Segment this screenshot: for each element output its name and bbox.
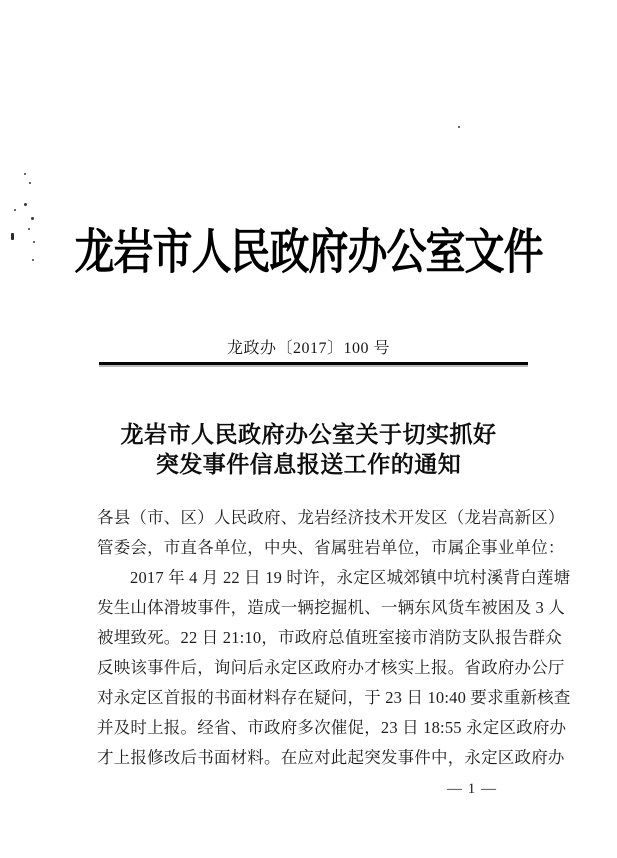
notice-title-line-1: 龙岩市人民政府办公室关于切实抓好 bbox=[120, 422, 497, 447]
body-line: 并及时上报。经省、市政府多次催促，23 日 18:55 永定区政府办 bbox=[97, 718, 567, 737]
document-number: 龙政办〔2017〕100 号 bbox=[226, 340, 390, 357]
recipients-line: 管委会，市直各单位，中央、省属驻岩单位，市属企事业单位： bbox=[97, 538, 565, 557]
recipients-line: 各县（市、区）人民政府、龙岩经济技术开发区（龙岩高新区） bbox=[97, 508, 565, 527]
body-line: 才上报修改后书面材料。在应对此起突发事件中，永定区政府办 bbox=[97, 748, 565, 767]
body-line: 被埋致死。22 日 21:10，市政府总值班室接市消防支队报告群众 bbox=[97, 628, 562, 647]
body-line: 对永定区首报的书面材料存在疑问，于 23 日 10:40 要求重新核查 bbox=[97, 688, 571, 707]
scan-speck bbox=[29, 182, 31, 184]
scan-speck bbox=[14, 209, 16, 211]
page-number: — 1 — bbox=[447, 781, 497, 797]
body-line: 反映该事件后，询问后永定区政府办才核实上报。省政府办公厅 bbox=[97, 658, 565, 677]
notice-title-line-2: 突发事件信息报送工作的通知 bbox=[155, 452, 462, 477]
header-divider-rule bbox=[99, 362, 528, 365]
scan-speck bbox=[24, 203, 27, 206]
body-line: 2017 年 4 月 22 日 19 时许，永定区城郊镇中坑村溪背白莲塘 bbox=[130, 568, 571, 587]
scan-speck bbox=[458, 126, 460, 128]
document-body bbox=[97, 503, 571, 773]
scan-speck bbox=[24, 173, 26, 175]
agency-header-title: 龙岩市人民政府办公室文件 bbox=[74, 224, 543, 279]
notice-title bbox=[0, 420, 617, 480]
body-line: 发生山体滑坡事件，造成一辆挖掘机、一辆东风货车被困及 3 人 bbox=[97, 598, 565, 617]
